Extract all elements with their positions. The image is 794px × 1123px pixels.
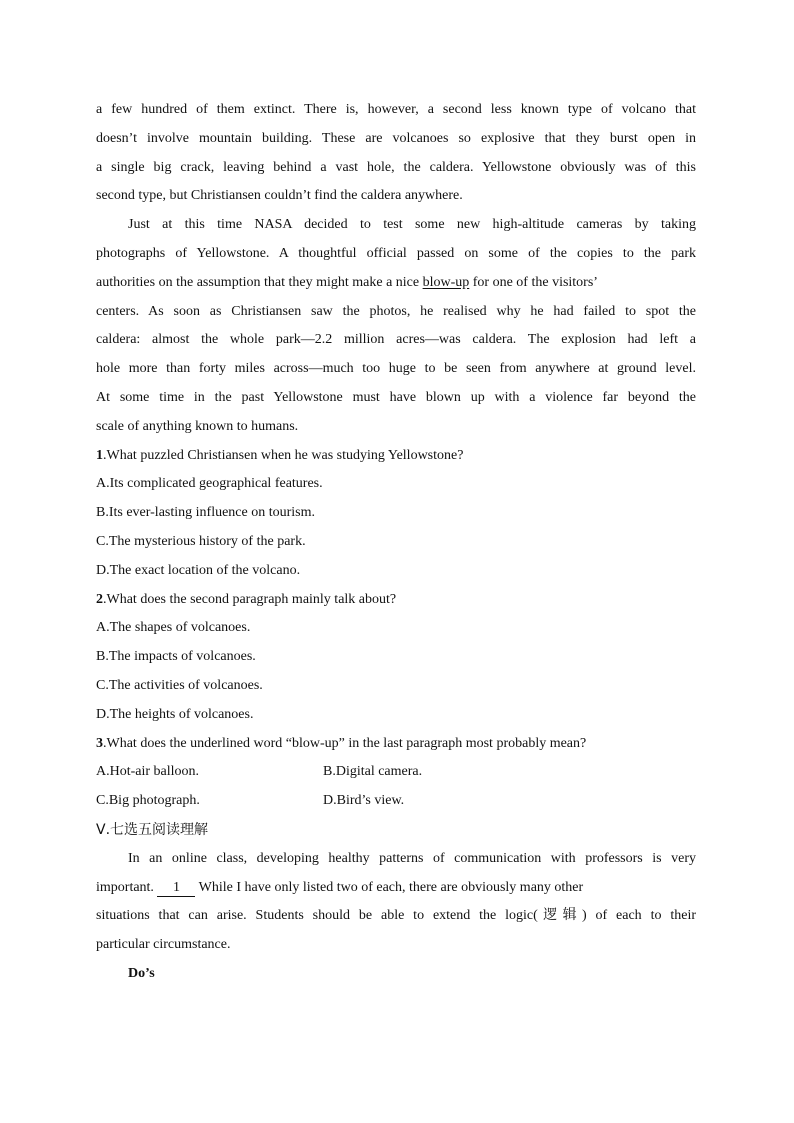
question-2 <box>96 586 696 615</box>
question-text: .What does the underlined word “blow-up” in the last paragraph most probably mean? <box>103 735 587 751</box>
question-number: 2 <box>96 591 103 607</box>
question-3 <box>96 730 696 759</box>
option-row <box>96 758 696 787</box>
passage-line: In an online class, developing healthy patterns of communication with professors is very <box>128 850 696 866</box>
passage-line: At some time in the past Yellowstone must have blown up with a violence far beyond the <box>96 389 696 405</box>
passage-line: a single big crack, leaving behind a vast hole, the caldera. Yellowstone obviously was of this <box>96 159 696 175</box>
answer-blank: 1 <box>157 880 195 897</box>
passage-line: particular circumstance. <box>96 937 231 953</box>
passage-text: for one of the visitors’ <box>469 274 598 290</box>
passage-line: photographs of Yellowstone. A thoughtful official passed on some of the copies to the park <box>96 245 696 261</box>
passage-line: caldera: almost the whole park—2.2 million acres—was caldera. The explosion had left a <box>96 332 696 348</box>
question-1 <box>96 442 696 471</box>
passage-line: hole more than forty miles across—much too huge to be seen from anywhere at ground level. <box>96 361 696 377</box>
option-c: C.Big photograph. <box>96 793 200 809</box>
underlined-word: blow-up <box>422 274 470 290</box>
option-row <box>96 787 696 816</box>
passage-line: second type, but Christiansen couldn’t find the caldera anywhere. <box>96 188 463 204</box>
passage-line: Just at this time NASA decided to test some new high-altitude cameras by taking <box>128 217 696 233</box>
option-b: B.The impacts of volcanoes. <box>96 649 256 665</box>
option-c: C.The mysterious history of the park. <box>96 533 306 549</box>
option-a: A.The shapes of volcanoes. <box>96 620 251 636</box>
option-d: D.The heights of volcanoes. <box>96 706 254 722</box>
passage-line: scale of anything known to humans. <box>96 418 299 434</box>
passage-line <box>96 269 696 298</box>
subheading-dos: Do’s <box>128 965 155 981</box>
question-number: 1 <box>96 447 103 463</box>
section-heading: Ⅴ.七选五阅读理解 <box>96 821 209 838</box>
option-a: A.Its complicated geographical features. <box>96 476 323 492</box>
question-text: .What does the second paragraph mainly talk about? <box>103 591 397 607</box>
question-number: 3 <box>96 735 103 751</box>
question-text: .What puzzled Christiansen when he was studying Yellowstone? <box>103 447 464 463</box>
passage-text: While I have only listed two of each, there are obviously many other <box>195 879 584 895</box>
option-d: D.The exact location of the volcano. <box>96 562 301 578</box>
document-page <box>96 96 696 989</box>
passage-text: important. <box>96 879 158 895</box>
passage-line: a few hundred of them extinct. There is, however, a second less known type of volcano that <box>96 102 696 117</box>
passage-line: situations that can arise. Students should be able to extend the logic(逻辑) of each to their <box>96 908 696 924</box>
option-d: D.Bird’s view. <box>323 793 405 809</box>
option-a: A.Hot-air balloon. <box>96 764 200 780</box>
option-c: C.The activities of volcanoes. <box>96 677 263 693</box>
passage-line <box>96 874 696 903</box>
option-b: B.Digital camera. <box>323 764 423 780</box>
passage-line: doesn’t involve mountain building. These are volcanoes so explosive that they burst open in <box>96 130 696 146</box>
passage-text: authorities on the assumption that they might make a nice <box>96 274 423 290</box>
passage-line: centers. As soon as Christiansen saw the photos, he realised why he had failed to spot the <box>96 303 696 319</box>
option-b: B.Its ever-lasting influence on tourism. <box>96 505 316 521</box>
